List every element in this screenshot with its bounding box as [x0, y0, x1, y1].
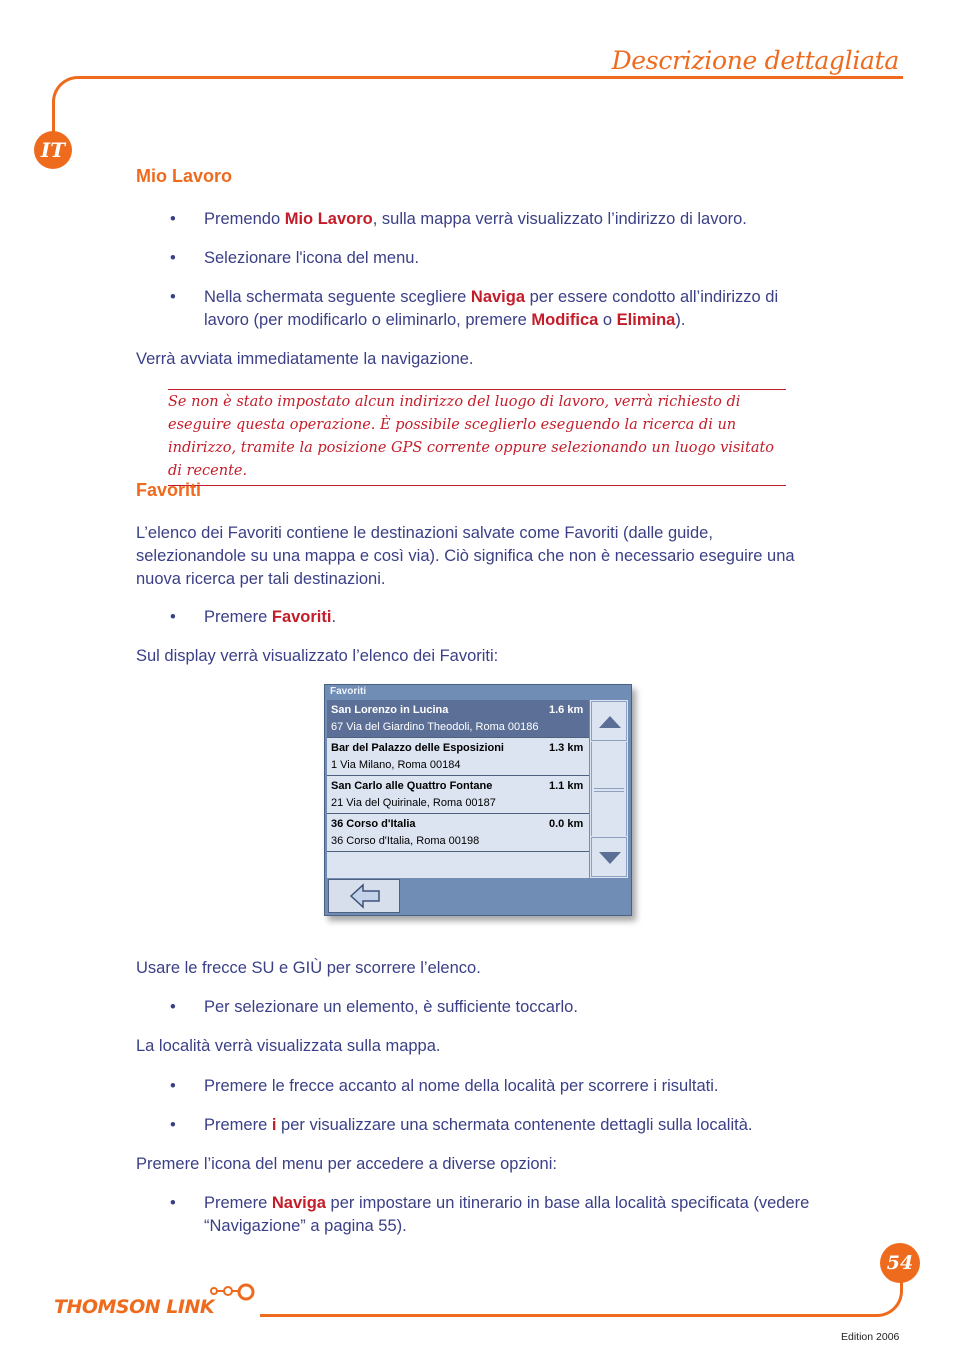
paragraph: La località verrà visualizzata sulla mappa. — [136, 1037, 441, 1055]
section-heading-favoriti: Favoriti — [136, 480, 202, 500]
footer-frame-line — [260, 1262, 903, 1317]
device-screenshot — [324, 684, 632, 916]
paragraph: Sul display verrà visualizzato l’elenco dei Favoriti: — [136, 647, 499, 665]
bullet: • — [170, 249, 176, 267]
list-item[interactable]: San Lorenzo in Lucina 1.6 km 67 Via del Giardino Theodoli, Roma 00186 — [327, 700, 589, 738]
page-number: 54 — [880, 1243, 920, 1283]
back-button[interactable] — [328, 879, 400, 913]
keyword: Modifica — [531, 311, 599, 329]
scroll-down-button[interactable] — [591, 837, 627, 877]
favorites-list — [327, 700, 589, 878]
arrow-down-icon — [599, 852, 621, 864]
keyword: Favoriti — [271, 608, 332, 626]
keyword: Naviga — [470, 288, 526, 306]
back-arrow-icon — [329, 880, 399, 912]
scroll-track[interactable] — [591, 742, 627, 836]
device-title: Favoriti — [330, 686, 367, 697]
scroll-up-button[interactable] — [591, 701, 627, 741]
list-item[interactable]: Bar del Palazzo delle Esposizioni 1.3 km 1 Via Milano, Roma 00184 — [327, 738, 589, 776]
scrollbar[interactable] — [590, 700, 628, 878]
paragraph: Premere l’icona del menu per accedere a diverse opzioni: — [136, 1155, 557, 1173]
edition-label: Edition 2006 — [841, 1331, 900, 1343]
bullet: • — [170, 1116, 176, 1134]
paragraph: Usare le frecce SU e GIÙ per scorrere l’elenco. — [136, 959, 481, 977]
section-heading-mio-lavoro: Mio Lavoro — [136, 166, 233, 186]
list-item[interactable]: 36 Corso d'Italia 0.0 km 36 Corso d'Italia, Roma 00198 — [327, 814, 589, 852]
keyword: Naviga — [271, 1194, 326, 1212]
language-badge: IT — [34, 131, 72, 169]
page-title: Descrizione dettagliata — [611, 46, 899, 75]
bullet: • — [170, 288, 176, 306]
bullet: • — [170, 210, 176, 228]
link-logo-icon — [206, 1283, 262, 1305]
arrow-up-icon — [599, 716, 621, 728]
bullet: • — [170, 1194, 176, 1212]
bullet: • — [170, 998, 176, 1016]
paragraph: L’elenco dei Favoriti contiene le destinazioni salvate come Favoriti (dalle guide, selezionandole su una mappa e così via). Ciò significa che non è necessario eseguire una nuova ricerca per tali destinazioni. — [136, 524, 795, 588]
note-box: Se non è stato impostato alcun indirizzo del luogo di lavoro, verrà richiesto di eseguire questa operazione. È possibile sceglierlo eseguendo la ricerca di un indirizzo, tramite la posizione GPS corrente oppure selezionando un luogo visitato di recente. — [168, 389, 786, 486]
keyword: Mio Lavoro — [284, 210, 373, 228]
list-item[interactable]: San Carlo alle Quattro Fontane 1.1 km 21 Via del Quirinale, Roma 00187 — [327, 776, 589, 814]
bullet: • — [170, 608, 176, 626]
keyword: i — [271, 1116, 277, 1134]
thomson-link-logo: THOMSON LINK — [54, 1296, 215, 1318]
paragraph: Verrà avviata immediatamente la navigazione. — [136, 350, 474, 368]
bullet: • — [170, 1077, 176, 1095]
keyword: Elimina — [616, 311, 676, 329]
header-frame-line — [52, 76, 903, 159]
